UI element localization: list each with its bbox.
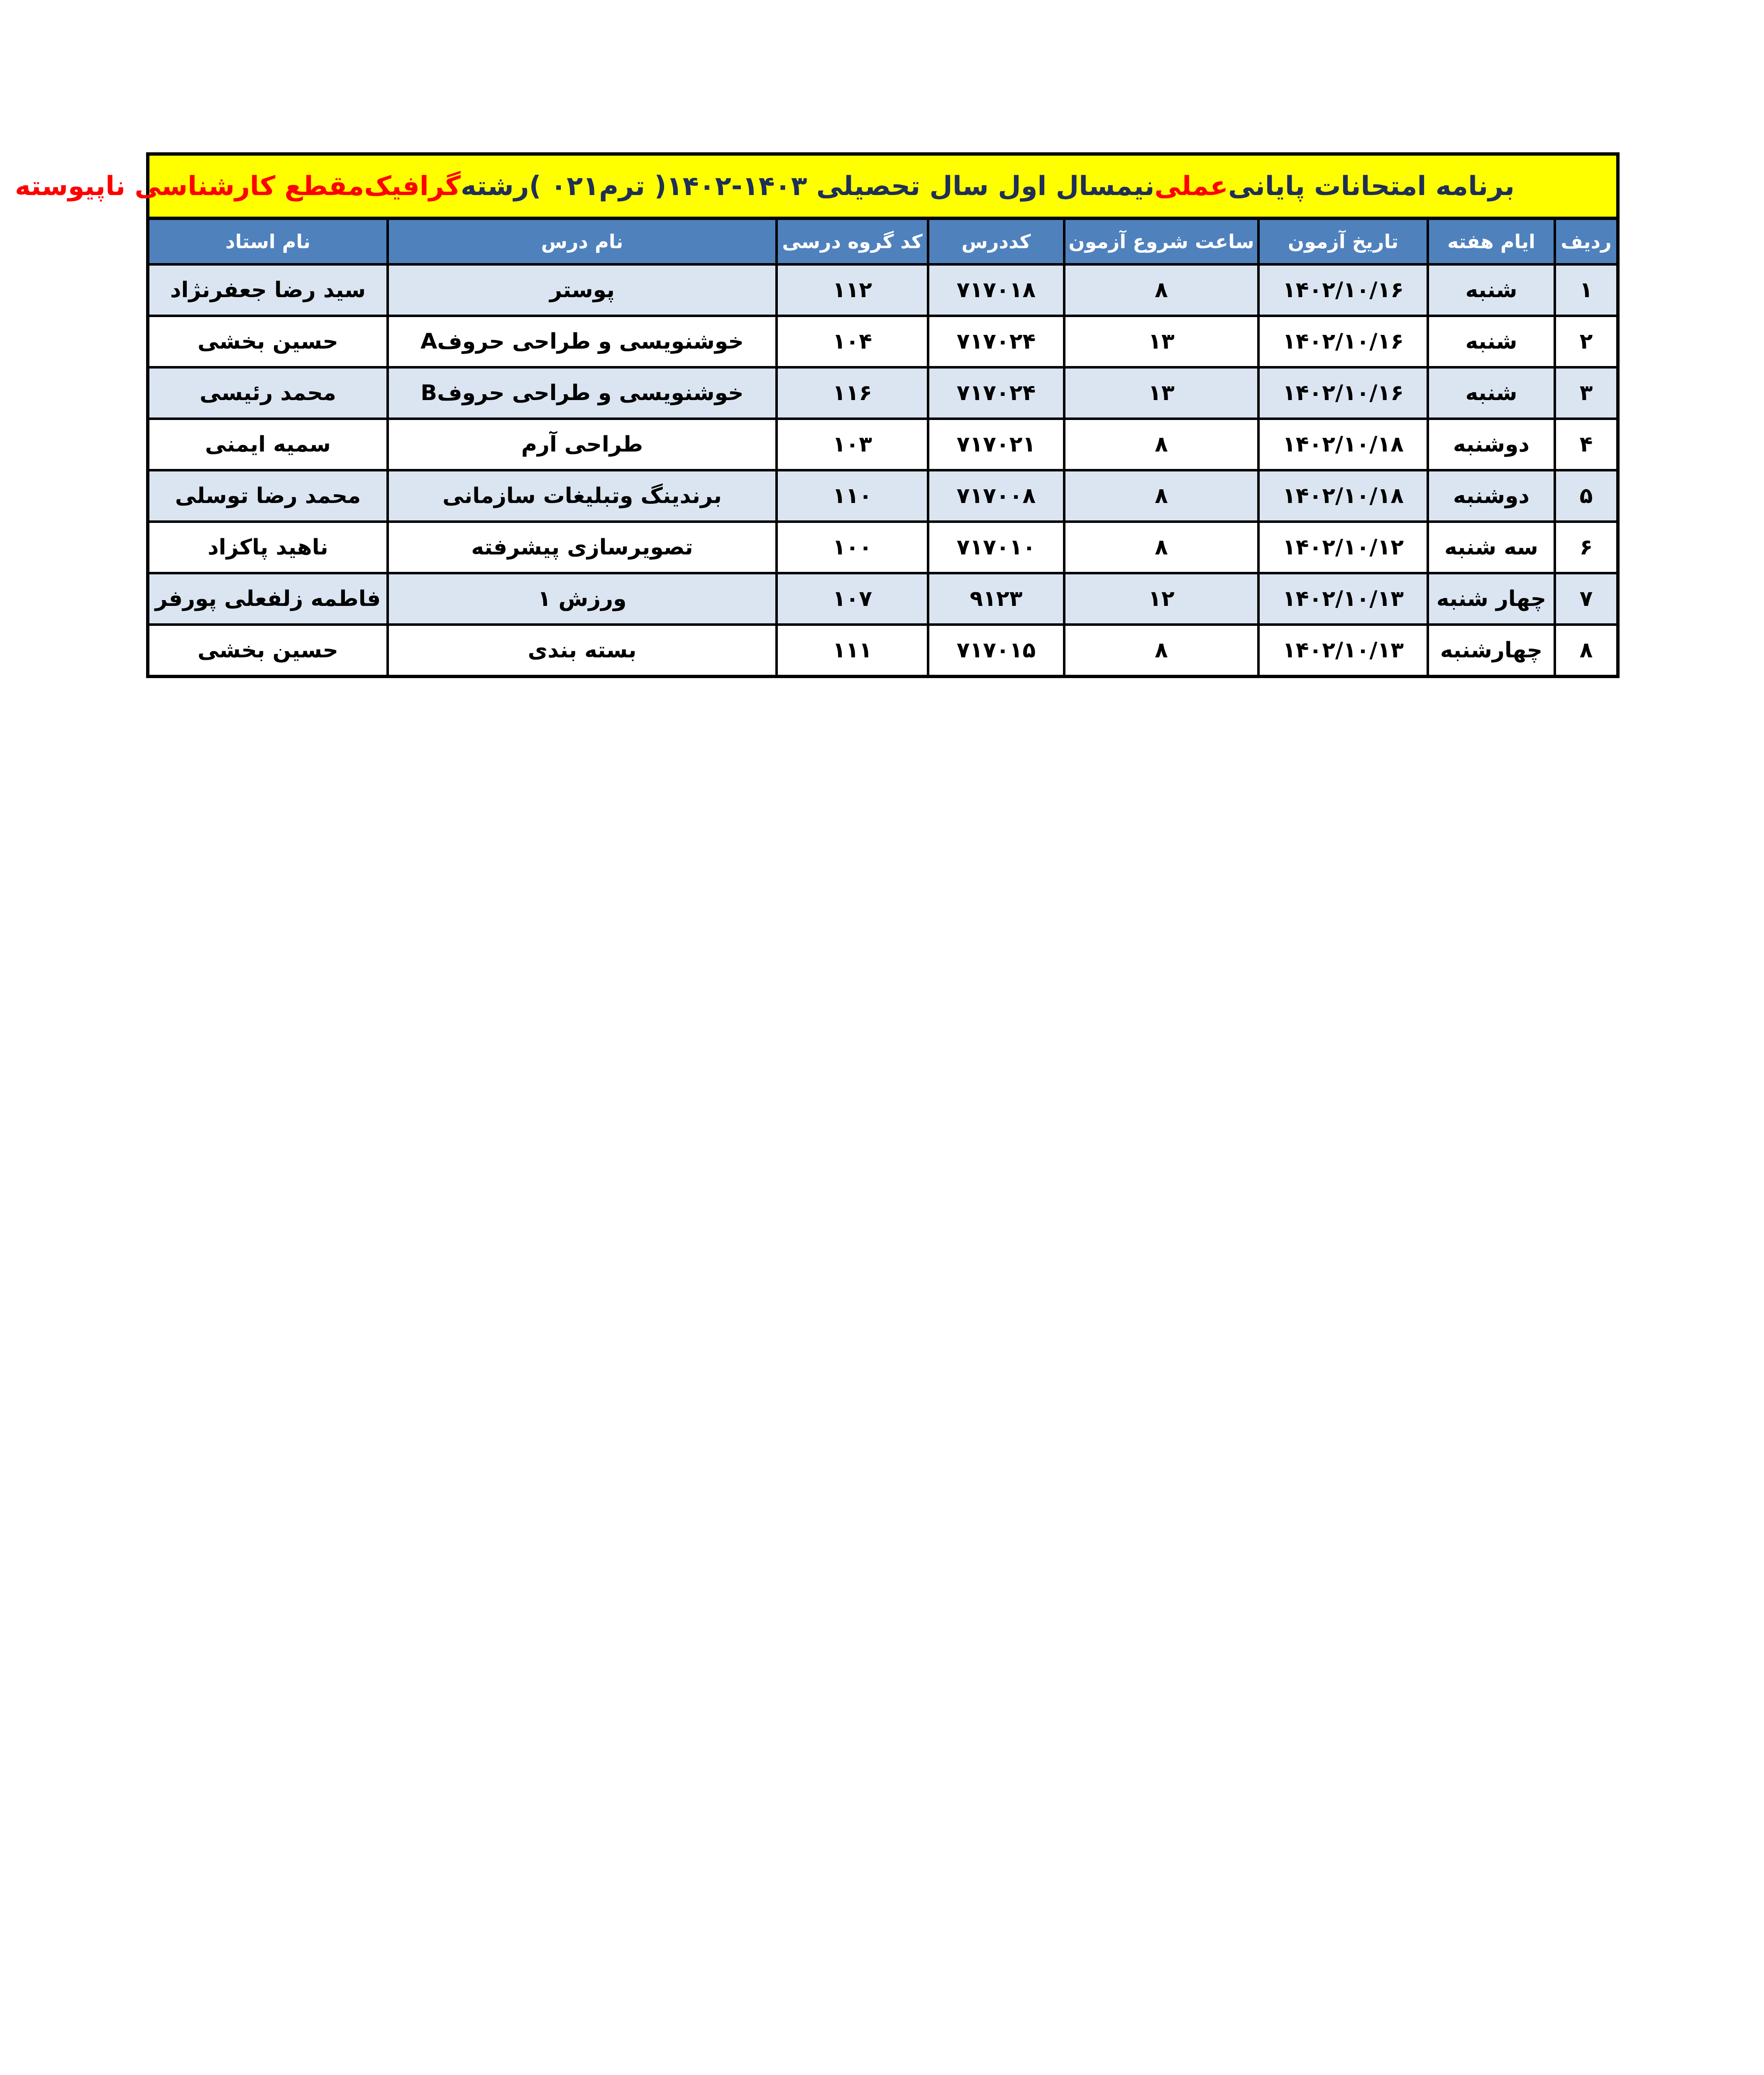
cell-start-time: ۸	[1064, 470, 1258, 522]
cell-course-code: ۷۱۷۰۰۸	[928, 470, 1064, 522]
cell-weekday: شنبه	[1428, 316, 1555, 367]
cell-start-time: ۸	[1064, 625, 1258, 675]
cell-start-time: ۸	[1064, 264, 1258, 316]
cell-course-code: ۹۱۲۳	[928, 573, 1064, 625]
cell-instructor: محمد رئیسی	[149, 367, 388, 419]
cell-exam-date: ۱۴۰۲/۱۰/۱۶	[1258, 264, 1428, 316]
cell-weekday: سه شنبه	[1428, 522, 1555, 573]
header-instructor: نام استاد	[149, 220, 388, 264]
cell-row-number: ۲	[1555, 316, 1616, 367]
cell-course-name: طراحی آرم	[388, 419, 777, 470]
cell-course-name: بسته بندی	[388, 625, 777, 675]
cell-row-number: ۸	[1555, 625, 1616, 675]
cell-exam-date: ۱۴۰۲/۱۰/۱۸	[1258, 470, 1428, 522]
cell-group-code: ۱۰۴	[777, 316, 928, 367]
header-exam-date: تاریخ آزمون	[1258, 220, 1428, 264]
cell-instructor: سید رضا جعفرنژاد	[149, 264, 388, 316]
title-part-5: رشته	[460, 171, 529, 202]
cell-group-code: ۱۱۱	[777, 625, 928, 675]
cell-course-code: ۷۱۷۰۲۱	[928, 419, 1064, 470]
exam-table	[149, 220, 1616, 675]
cell-start-time: ۱۲	[1064, 573, 1258, 625]
title-part-2: عملی	[1154, 171, 1228, 202]
cell-weekday: دوشنبه	[1428, 470, 1555, 522]
header-start-time: ساعت شروع آزمون	[1064, 220, 1258, 264]
cell-course-code: ۷۱۷۰۱۸	[928, 264, 1064, 316]
cell-weekday: شنبه	[1428, 367, 1555, 419]
cell-exam-date: ۱۴۰۲/۱۰/۱۶	[1258, 367, 1428, 419]
table-row	[149, 419, 1616, 470]
table-row	[149, 625, 1616, 675]
schedule-title	[15, 156, 1616, 220]
table-row	[149, 264, 1616, 316]
cell-course-code: ۷۱۷۰۲۴	[928, 316, 1064, 367]
header-course-code: کددرس	[928, 220, 1064, 264]
cell-course-code: ۷۱۷۰۱۵	[928, 625, 1064, 675]
cell-weekday: چهارشنبه	[1428, 625, 1555, 675]
cell-instructor: ناهید پاکزاد	[149, 522, 388, 573]
cell-course-name: خوشنویسی و طراحی حروفA	[388, 316, 777, 367]
cell-group-code: ۱۰۰	[777, 522, 928, 573]
table-row	[149, 316, 1616, 367]
header-weekday: ایام هفته	[1428, 220, 1555, 264]
cell-row-number: ۱	[1555, 264, 1616, 316]
cell-course-code: ۷۱۷۰۲۴	[928, 367, 1064, 419]
cell-instructor: فاطمه زلفعلی پورفر	[149, 573, 388, 625]
cell-row-number: ۶	[1555, 522, 1616, 573]
header-row-number: ردیف	[1555, 220, 1616, 264]
header-group-code: کد گروه درسی	[777, 220, 928, 264]
cell-exam-date: ۱۴۰۲/۱۰/۱۳	[1258, 573, 1428, 625]
cell-instructor: حسین بخشی	[149, 316, 388, 367]
cell-row-number: ۵	[1555, 470, 1616, 522]
cell-start-time: ۱۳	[1064, 367, 1258, 419]
cell-instructor: سمیه ایمنی	[149, 419, 388, 470]
cell-start-time: ۸	[1064, 419, 1258, 470]
table-row	[149, 573, 1616, 625]
cell-group-code: ۱۰۷	[777, 573, 928, 625]
cell-instructor: حسین بخشی	[149, 625, 388, 675]
title-part-3: نیمسال اول سال تحصیلی ۱۴۰۳-۱۴۰۲	[666, 171, 1155, 202]
cell-exam-date: ۱۴۰۲/۱۰/۱۳	[1258, 625, 1428, 675]
cell-course-code: ۷۱۷۰۱۰	[928, 522, 1064, 573]
table-row	[149, 522, 1616, 573]
table-row	[149, 470, 1616, 522]
cell-course-name: برندینگ وتبلیغات سازمانی	[388, 470, 777, 522]
cell-row-number: ۳	[1555, 367, 1616, 419]
cell-weekday: شنبه	[1428, 264, 1555, 316]
exam-schedule-sheet	[15, 152, 1620, 678]
cell-row-number: ۴	[1555, 419, 1616, 470]
cell-course-name: ورزش ۱	[388, 573, 777, 625]
cell-start-time: ۱۳	[1064, 316, 1258, 367]
title-part-1: برنامه امتحانات پایانی	[1228, 171, 1515, 202]
cell-group-code: ۱۱۶	[777, 367, 928, 419]
cell-start-time: ۸	[1064, 522, 1258, 573]
cell-course-name: تصویرسازی پیشرفته	[388, 522, 777, 573]
cell-exam-date: ۱۴۰۲/۱۰/۱۸	[1258, 419, 1428, 470]
title-part-7: مقطع کارشناسی ناپیوسته	[15, 171, 364, 202]
cell-group-code: ۱۱۲	[777, 264, 928, 316]
cell-group-code: ۱۰۳	[777, 419, 928, 470]
title-part-6: گرافیک	[364, 171, 461, 202]
cell-course-name: خوشنویسی و طراحی حروفB	[388, 367, 777, 419]
cell-group-code: ۱۱۰	[777, 470, 928, 522]
cell-exam-date: ۱۴۰۲/۱۰/۱۲	[1258, 522, 1428, 573]
cell-exam-date: ۱۴۰۲/۱۰/۱۶	[1258, 316, 1428, 367]
table-row	[149, 367, 1616, 419]
cell-instructor: محمد رضا توسلی	[149, 470, 388, 522]
table-header-row	[149, 220, 1616, 264]
cell-weekday: چهار شنبه	[1428, 573, 1555, 625]
cell-row-number: ۷	[1555, 573, 1616, 625]
header-course-name: نام درس	[388, 220, 777, 264]
title-part-4: ( ترم۰۲۱ )	[529, 171, 667, 202]
cell-weekday: دوشنبه	[1428, 419, 1555, 470]
cell-course-name: پوستر	[388, 264, 777, 316]
